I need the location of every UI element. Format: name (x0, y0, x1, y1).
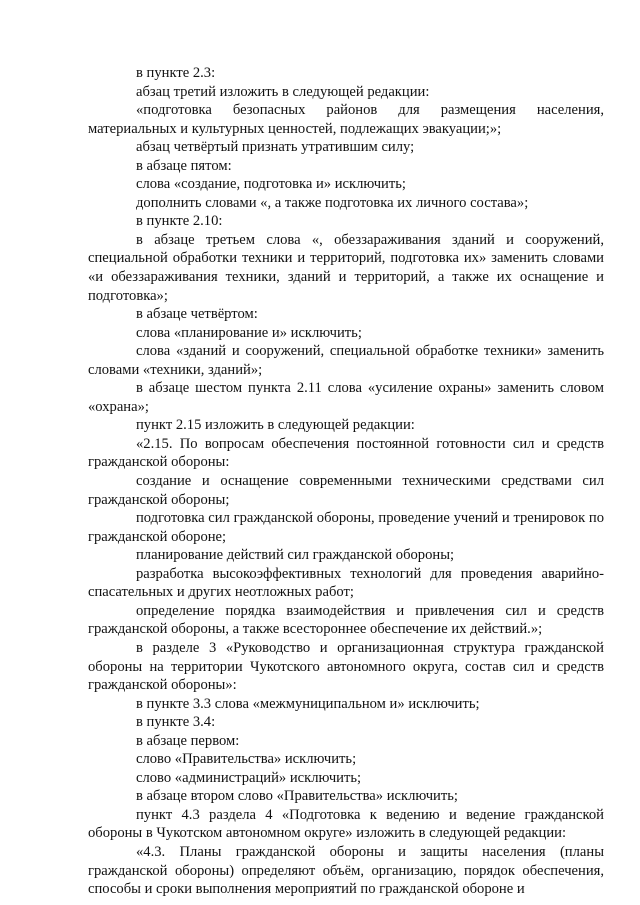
paragraph: пункт 2.15 изложить в следующей редакции: (136, 417, 415, 434)
paragraph: в абзаце пятом: (136, 157, 232, 174)
paragraph: абзац четвёртый признать утратившим силу; (136, 139, 415, 156)
paragraph: в абзаце четвёртом: (136, 306, 258, 323)
paragraph: в разделе 3 «Руководство и организационная структура гражданской обороны на территории Чукотского автономного округа, состав сил и средств гражданской обороны»: (88, 639, 604, 694)
paragraph: слово «Правительства» исключить; (136, 751, 357, 768)
paragraph: в пункте 2.10: (136, 213, 223, 230)
paragraph: в абзаце втором слово «Правительства» исключить; (136, 788, 458, 805)
paragraph: пункт 4.3 раздела 4 «Подготовка к ведению и ведение гражданской обороны в Чукотском автономном округе» изложить в следующей редакции: (88, 806, 604, 842)
paragraph: «подготовка безопасных районов для размещения населения, материальных и культурных ценностей, подлежащих эвакуации;»; (88, 102, 604, 137)
paragraph: планирование действий сил гражданской обороны; (136, 547, 455, 564)
paragraph: дополнить словами «, а также подготовка их личного состава»; (136, 194, 529, 211)
paragraph: в абзаце шестом пункта 2.11 слова «усиление охраны» заменить словом «охрана»; (88, 380, 604, 415)
paragraph: в пункте 3.3 слова «межмуниципальном и» исключить; (136, 695, 480, 712)
paragraph: слово «администраций» исключить; (136, 769, 362, 786)
paragraph: слова «планирование и» исключить; (136, 324, 362, 341)
paragraph: в абзаце первом: (136, 732, 240, 749)
paragraph: в абзаце третьем слова «, обеззараживания зданий и сооружений, специальной обработки техники и территорий, подготовка их» заменить словами «и обеззараживания техники, зданий и территорий, а также их оснащение и подготовка»; (88, 231, 604, 304)
paragraph: слова «зданий и сооружений, специальной обработке техники» заменить словами «техники, зданий»; (88, 343, 604, 378)
paragraph: «4.3. Планы гражданской обороны и защиты населения (планы гражданской обороны) определяют объём, организацию, порядок обеспечения, способы и сроки выполнения мероприятий по гражданской обороне и (88, 843, 604, 898)
document-body (88, 64, 604, 899)
paragraph: слова «создание, подготовка и» исключить; (136, 176, 406, 193)
paragraph: абзац третий изложить в следующей редакции: (136, 83, 430, 100)
paragraph: определение порядка взаимодействия и привлечения сил и средств гражданской обороны, а также всестороннее обеспечение их действий.»; (88, 602, 604, 638)
paragraph: подготовка сил гражданской обороны, проведение учений и тренировок по гражданской обороне; (88, 510, 604, 545)
paragraph: в пункте 2.3: (136, 65, 216, 81)
paragraph: «2.15. По вопросам обеспечения постоянной готовности сил и средств гражданской обороны: (88, 435, 604, 471)
paragraph: разработка высокоэффективных технологий для проведения аварийно-спасательных и других неотложных работ; (88, 565, 604, 601)
paragraph: в пункте 3.4: (136, 714, 216, 731)
paragraph: создание и оснащение современными техническими средствами сил гражданской обороны; (88, 473, 604, 508)
